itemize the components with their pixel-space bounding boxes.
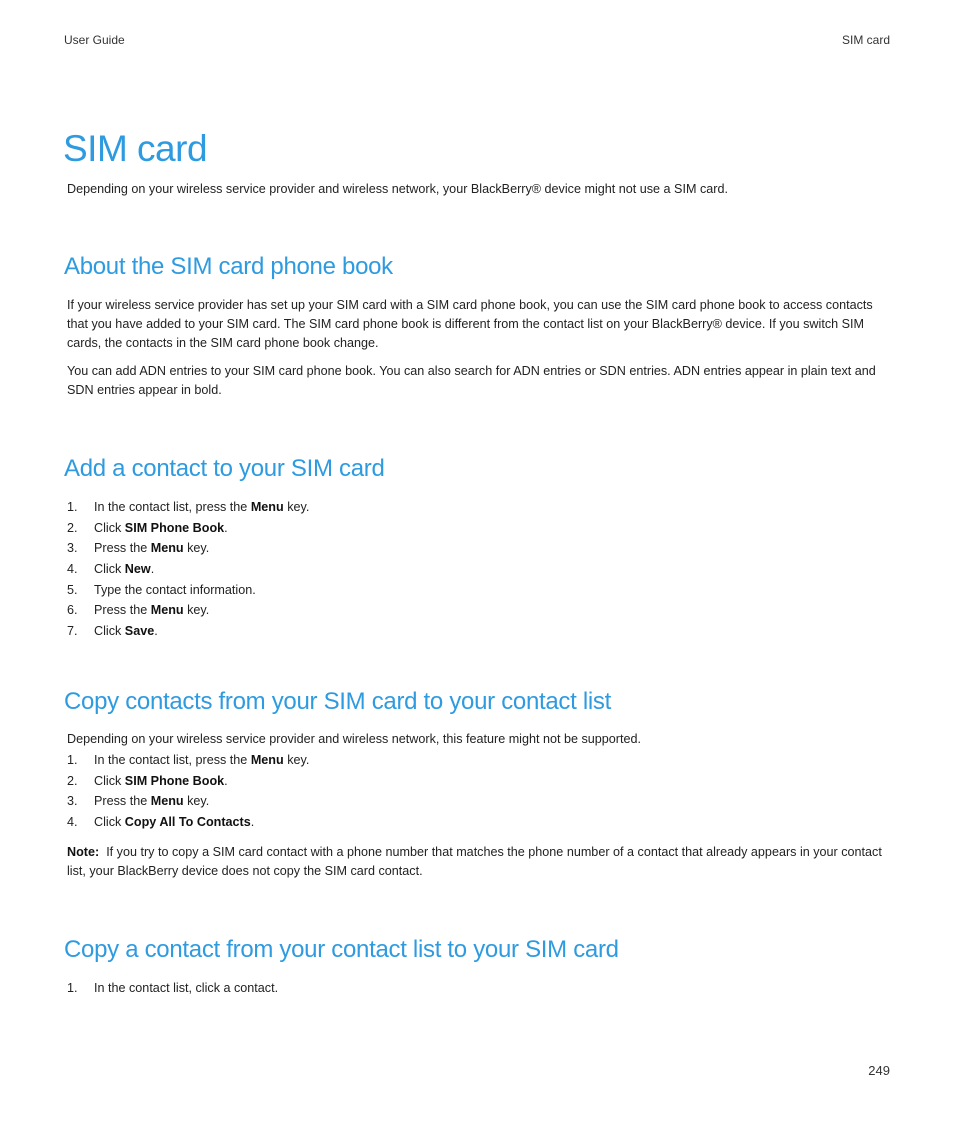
list-item: 7. Click Save. bbox=[67, 624, 158, 639]
list-item: 4. Click Copy All To Contacts. bbox=[67, 815, 255, 830]
steps-copy-contacts bbox=[67, 750, 309, 833]
section-title-add-contact: Add a contact to your SIM card bbox=[64, 455, 385, 482]
running-header-right: SIM card bbox=[841, 33, 890, 47]
section-title-copy-contact-to-sim: Copy a contact from your contact list to your SIM card bbox=[64, 936, 619, 963]
list-item: 3. Press the Menu key. bbox=[67, 541, 210, 556]
page-title: SIM card bbox=[63, 128, 208, 169]
list-item: 5. Type the contact information. bbox=[67, 582, 256, 597]
list-item: 4. Click New. bbox=[67, 562, 155, 577]
steps-copy-to-sim bbox=[67, 978, 278, 999]
note-paragraph bbox=[67, 843, 895, 881]
running-header-left: User Guide bbox=[64, 33, 125, 47]
intro-paragraph: Depending on your wireless service provider and wireless network, your BlackBerry® device might not use a SIM card. bbox=[67, 182, 728, 196]
list-item: 3. Press the Menu key. bbox=[67, 794, 210, 809]
note-text: If you try to copy a SIM card contact with a phone number that matches the phone number of a contact that already appears in your contact list, your BlackBerry device does not copy the SIM card contact. bbox=[67, 845, 882, 878]
steps-add-contact bbox=[67, 497, 309, 642]
paragraph-feature-support: Depending on your wireless service provider and wireless network, this feature might not be supported. bbox=[67, 732, 642, 746]
section-title-copy-contacts-from-sim: Copy contacts from your SIM card to your contact list bbox=[64, 688, 611, 715]
list-item: 6. Press the Menu key. bbox=[67, 603, 210, 618]
list-item: 2. Click SIM Phone Book. bbox=[67, 520, 228, 535]
page-number: 249 bbox=[868, 1063, 890, 1078]
section-title-about-phone-book: About the SIM card phone book bbox=[64, 253, 393, 280]
list-item: 1. In the contact list, press the Menu key. bbox=[67, 753, 310, 767]
note-label: Note: bbox=[67, 845, 100, 859]
paragraph-phone-book-2: You can add ADN entries to your SIM card phone book. You can also search for ADN entries or SDN entries. ADN entries appear in plain text and SDN entries appear in bold. bbox=[67, 364, 876, 397]
paragraph-phone-book-1: If your wireless service provider has set up your SIM card with a SIM card phone book, you can use the SIM card phone book to access contacts that you have added to your SIM card. The SIM card phone book is different from the contact list on your BlackBerry® device. If you switch SIM cards, the contacts in the SIM card phone book change. bbox=[67, 298, 873, 350]
list-item: 1. In the contact list, click a contact. bbox=[67, 981, 279, 995]
list-item: 1. In the contact list, press the Menu key. bbox=[67, 500, 310, 514]
list-item: 2. Click SIM Phone Book. bbox=[67, 773, 228, 788]
